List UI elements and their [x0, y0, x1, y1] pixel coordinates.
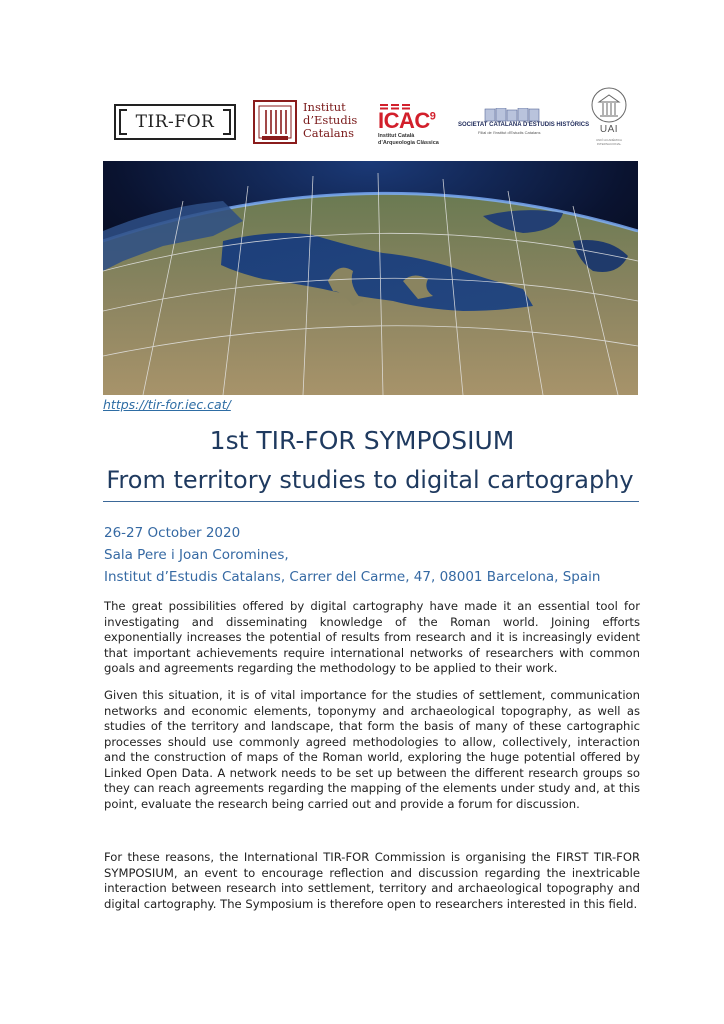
uai-emblem-icon — [585, 86, 633, 124]
page-title: 1st TIR-FOR SYMPOSIUM — [209, 426, 515, 455]
event-dates: 26-27 October 2020 — [104, 525, 241, 541]
body-paragraph: Given this situation, it is of vital importance for the studies of settlement, communication networks and economic elements, toponymy and archaeological topography, as well as studies of the territory and landscape, that form the basis of many of these cartographic processes should use commonly agreed methodologies to allow, collectively, interaction and the construction of maps of the Roman world, exploring the huge potential offered by Linked Open Data. A network needs to be set up between the different research groups so they can reach agreements regarding the mapping of the elements under study and, at this point, evaluate the research being carried out and provide a forum for discussion. — [104, 688, 640, 811]
sceh-name: SOCIETAT CATALANA D'ESTUDIS HISTÒRICS — [458, 122, 590, 128]
partner-logos — [103, 84, 635, 148]
icac-subtitle-line1: Institut Català — [378, 133, 415, 139]
icac-subtitle-line2: d’Arqueologia Clàssica — [378, 140, 439, 146]
iec-name-line2: d’Estudis — [303, 113, 358, 127]
iec-name-line3: Catalans — [303, 126, 354, 140]
sceh-logo — [458, 108, 590, 142]
tir-for-logo-text: TIR-FOR — [135, 112, 215, 132]
tir-for-logo — [114, 104, 236, 140]
uai-subtitle: UNIÓ ACADÈMICA INTERNACIONAL — [595, 138, 622, 146]
title-divider — [103, 501, 639, 502]
event-room: Sala Pere i Joan Coromines, — [104, 547, 289, 563]
event-address: Institut d’Estudis Catalans, Carrer del Carme, 47, 08001 Barcelona, Spain — [104, 569, 601, 585]
iec-name-line1: Institut — [303, 100, 346, 114]
page-subtitle: From territory studies to digital cartography — [106, 466, 634, 494]
iec-name — [303, 101, 357, 140]
icac-logo — [378, 104, 456, 148]
sceh-subtitle: Filial de l'Institut d'Estudis Catalans — [478, 130, 541, 135]
body-paragraph: The great possibilities offered by digital cartography have made it an essential tool for investigating and disseminating knowledge of the Roman world. Joining efforts exponentially increases the potential of results from research and it is increasingly evident that important achievements require international networks of researchers with common goals and agreements regarding the methodology to be applied to their work. — [104, 599, 640, 675]
icac-wordmark-text: ICAC — [378, 108, 430, 133]
icac-superscript: 9 — [429, 110, 436, 123]
uai-logo — [585, 86, 633, 146]
event-info — [104, 522, 600, 588]
iec-logo — [253, 100, 375, 146]
icac-subtitle — [378, 133, 439, 147]
symposium-url-link[interactable]: https://tir-for.iec.cat/ — [103, 397, 231, 412]
uai-name: UAI — [599, 124, 619, 135]
iec-seal-icon — [253, 100, 297, 144]
mediterranean-globe-image — [103, 161, 638, 395]
icac-wordmark — [378, 108, 435, 134]
body-paragraph: For these reasons, the International TIR-FOR Commission is organising the FIRST TIR-FOR SYMPOSIUM, an event to encourage reflection and discussion regarding the inextricable interaction between research into settlement, territory and archaeological topography and digital cartography. The Symposium is therefore open to researchers interested in this field. — [104, 850, 640, 911]
